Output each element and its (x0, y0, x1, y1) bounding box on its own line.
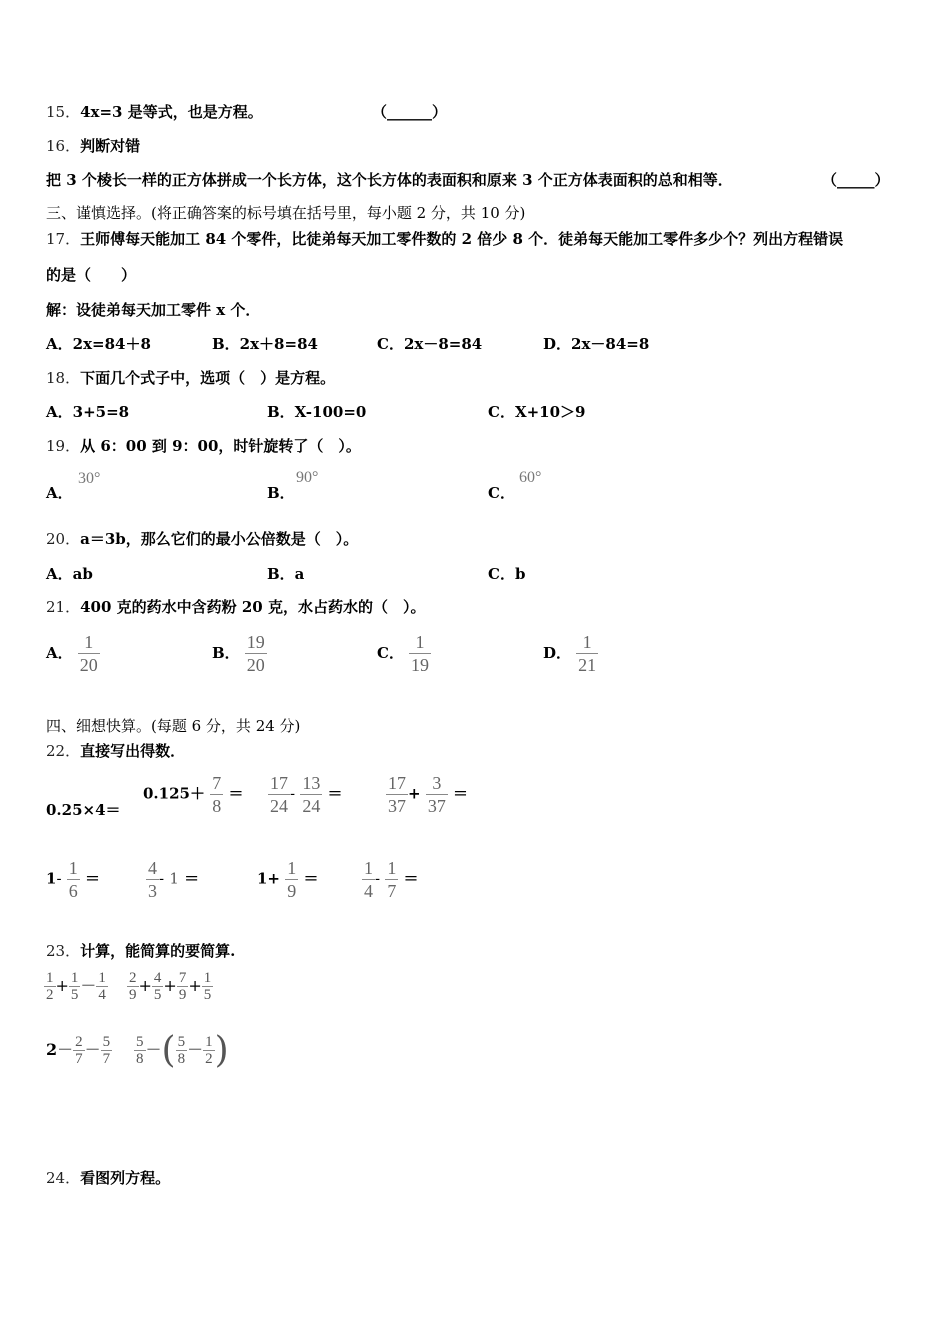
option-19-a-value: 30° (78, 470, 101, 487)
option-19-b-value: 90° (296, 469, 319, 486)
answer-blank-15[interactable]: （______） (372, 103, 448, 121)
question-22: 22．直接写出得数． (46, 742, 186, 760)
fraction: $\frac{1}{20}$ (79, 632, 98, 675)
expr-22-6: $\frac{4}{3}$ - 1 ＝ (148, 858, 200, 901)
option-19-a[interactable]: A． (46, 484, 73, 502)
question-17-solve: 解：设徒弟每天加工零件 x 个． (46, 301, 261, 319)
question-23: 23．计算，能简算的要简算. (46, 942, 236, 960)
expr-22-7: 1+ $\frac{1}{9}$ ＝ (257, 858, 319, 901)
option-19-b[interactable]: B． (267, 484, 295, 502)
option-18-a[interactable]: A．3+5=8 (46, 403, 130, 421)
option-20-c[interactable]: C．b (488, 565, 526, 583)
option-21-b[interactable]: B． $\frac{19}{20}$ (212, 632, 265, 675)
question-19: 19．从 6：00 到 9：00，时针旋转了（ ）。 (46, 437, 361, 455)
option-20-b[interactable]: B．a (267, 565, 305, 583)
section-4-heading: 四、细想快算。(每题 6 分，共 24 分) (46, 717, 301, 735)
option-17-d[interactable]: D．2x－84=8 (543, 335, 650, 353)
question-18: 18．下面几个式子中，选项（ ）是方程。 (46, 369, 336, 387)
option-17-a[interactable]: A．2x=84＋8 (46, 335, 151, 353)
option-19-c-value: 60° (519, 469, 542, 486)
fraction: $\frac{1}{19}$ (411, 632, 430, 675)
expr-23-1: $\frac{1}{2}$ + $\frac{1}{5}$ － $\frac{1}{4}$ (46, 970, 106, 1003)
expr-23-4: $\frac{5}{8}$ －( $\frac{5}{8}$ － $\frac{1}{2}$ ) (136, 1030, 229, 1071)
expr-22-8: $\frac{1}{4}$ - $\frac{1}{7}$ ＝ (364, 858, 419, 901)
expr-22-5: 1- $\frac{1}{6}$ ＝ (46, 858, 100, 901)
option-21-a[interactable]: A． $\frac{1}{20}$ (46, 632, 98, 675)
option-18-c[interactable]: C．X+10＞9 (488, 403, 586, 421)
fraction: $\frac{19}{20}$ (246, 632, 265, 675)
expr-22-2: 0.125＋ $\frac{7}{8}$ ＝ (143, 773, 244, 816)
question-24: 24．看图列方程。 (46, 1169, 171, 1187)
question-20: 20．a＝3b，那么它们的最小公倍数是（ ）。 (46, 530, 359, 548)
question-17-cont: 的是（ ） (46, 266, 137, 284)
question-17: 17．王师傅每天能加工 84 个零件，比徒弟每天加工零件数的 2 倍少 8 个．徒弟每天能加工零件多少个？列出方程错误 (46, 230, 844, 248)
option-18-b[interactable]: B．X-100=0 (267, 403, 367, 421)
option-21-d[interactable]: D． $\frac{1}{21}$ (543, 632, 597, 675)
fraction: $\frac{1}{21}$ (578, 632, 597, 675)
expr-23-3: 2－ $\frac{2}{7}$ － $\frac{5}{7}$ (46, 1034, 111, 1067)
option-17-b[interactable]: B．2x＋8=84 (212, 335, 318, 353)
option-17-c[interactable]: C．2x－8=84 (377, 335, 483, 353)
expr-22-4: $\frac{17}{37}$ + $\frac{3}{37}$ ＝ (388, 773, 469, 816)
option-19-c[interactable]: C． (488, 484, 515, 502)
question-21: 21．400 克的药水中含药粉 20 克，水占药水的（ ）。 (46, 598, 426, 616)
option-20-a[interactable]: A．ab (46, 565, 93, 583)
answer-blank-16[interactable]: （_____） (822, 171, 890, 189)
expr-22-3: $\frac{17}{24}$ - $\frac{13}{24}$ ＝ (270, 773, 343, 816)
expr-22-1: 0.25×4＝ (46, 801, 121, 819)
section-3-heading: 三、谨慎选择。(将正确答案的标号填在括号里，每小题 2 分，共 10 分) (46, 204, 526, 222)
option-21-c[interactable]: C． $\frac{1}{19}$ (377, 632, 430, 675)
question-15: 15．4x=3 是等式，也是方程。 (46, 103, 263, 121)
question-16: 16．判断对错 (46, 137, 141, 155)
expr-23-2: $\frac{2}{9}$ + $\frac{4}{5}$ + $\frac{7}{9}$ + $\frac{1}{5}$ (129, 970, 212, 1003)
question-16-text: 把 3 个棱长一样的正方体拼成一个长方体，这个长方体的表面积和原来 3 个正方体表面积的总和相等． (46, 171, 733, 189)
